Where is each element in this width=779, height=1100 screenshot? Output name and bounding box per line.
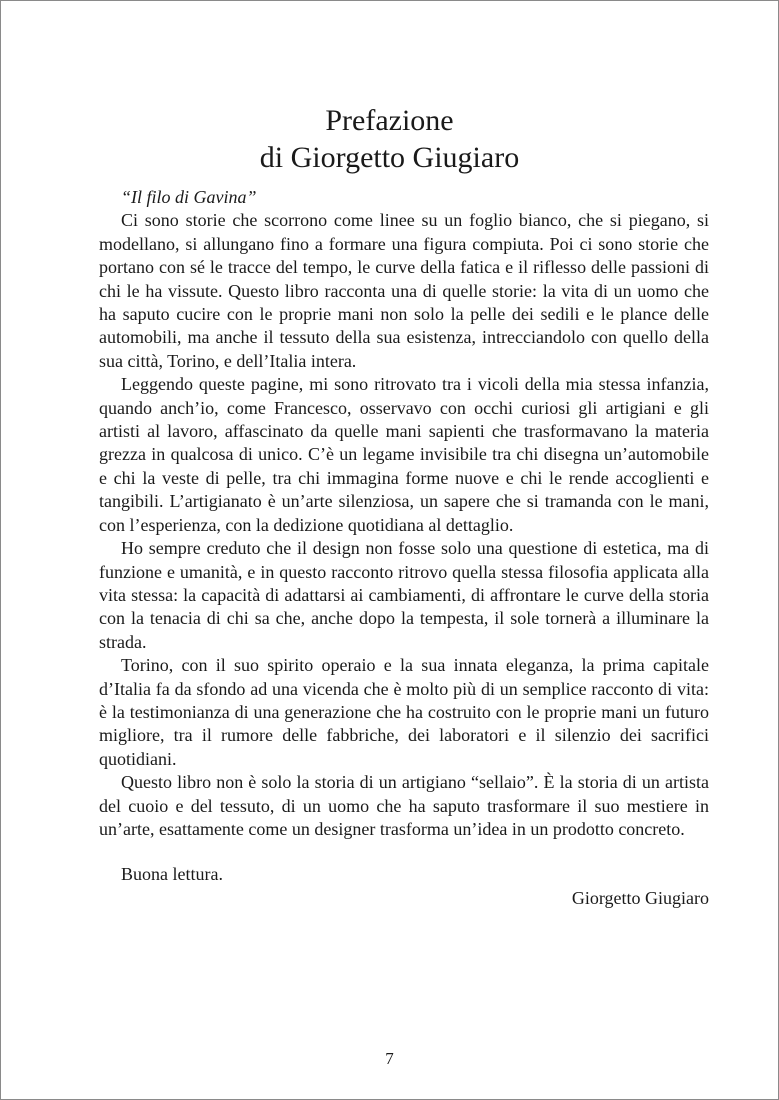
preface-body [99, 186, 709, 910]
paragraph-4: Torino, con il suo spirito operaio e la sua innata eleganza, la prima capitale d’Italia fa da sfondo ad una vicenda che è molto più di un semplice racconto di vita: è la testimonianza di una generazione che ha costruito con le proprie mani un futuro migliore, tra il rumore delle fabbriche, dei laboratori e il silenzio dei sacrifici quotidiani. [99, 655, 709, 769]
closing-line: Buona lettura. [121, 864, 223, 885]
preface-subtitle: “Il filo di Gavina” [121, 187, 257, 207]
title-line-2: di Giorgetto Giugiaro [259, 141, 520, 174]
signature: Giorgetto Giugiaro [571, 887, 709, 908]
paragraph-2: Leggendo queste pagine, mi sono ritrovato tra i vicoli della mia stessa infanzia, quando anch’io, come Francesco, osservavo con occhi curiosi gli artigiani e gli artisti al lavoro, affascinato da quelle mani sapienti che trasformavano la materia grezza in qualcosa di unico. C’è un legame invisibile tra chi disegna un’automobile e chi la veste di pelle, tra chi immagina forme nuove e chi le rende accoglienti e tangibili. L’artigianato è un’arte silenziosa, un sapere che si tramanda con le mani, con l’esperienza, con la dedizione quotidiana al dettaglio. [99, 374, 709, 535]
page-title [1, 102, 778, 176]
paragraph-spacer [99, 841, 709, 863]
paragraph-1: Ci sono storie che scorrono come linee su un foglio bianco, che si piegano, si modellano, si allungano fino a formare una figura compiuta. Poi ci sono storie che portano con sé le tracce del tempo, le curve della fatica e il riflesso delle passioni di chi le ha vissute. Questo libro racconta una di quelle storie: la vita di un uomo che ha saputo cucire con le proprie mani non solo la pelle dei sedili e le plance delle automobili, ma anche il tessuto della sua esistenza, intrecciandolo con quello della sua città, Torino, e dell’Italia intera. [99, 210, 709, 371]
paragraph-3: Ho sempre creduto che il design non fosse solo una questione di estetica, ma di funzione e umanità, e in questo racconto ritrovo quella stessa filosofia applicata alla vita stessa: la capacità di adattarsi ai cambiamenti, di affrontare le curve della storia con la tenacia di chi sa che, anche dopo la tempesta, il sole tornerà a illuminare la strada. [99, 538, 709, 652]
page-number: 7 [385, 1049, 394, 1068]
title-line-1: Prefazione [325, 104, 454, 137]
paragraph-5: Questo libro non è solo la storia di un artigiano “sellaio”. È la storia di un artista del cuoio e del tessuto, di un uomo che ha saputo trasformare il suo mestiere in un’arte, esattamente come un designer trasforma un’idea in un prodotto concreto. [99, 772, 709, 839]
